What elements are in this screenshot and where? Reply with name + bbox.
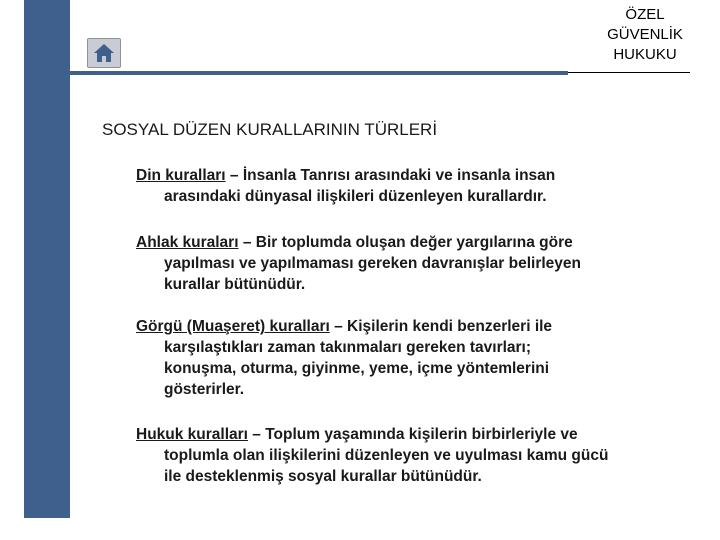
rule-definition-line: yapılması ve yapılmaması gereken davranışlar belirleyen bbox=[164, 255, 582, 272]
course-title-line: ÖZEL bbox=[625, 6, 665, 23]
header-divider-thin bbox=[568, 72, 690, 73]
rule-definition: – Toplum yaşamında kişilerin birbirleriyle ve bbox=[248, 426, 578, 443]
rule-definition-line: ile desteklenmiş sosyal kurallar bütünüdür. bbox=[164, 468, 482, 485]
course-title bbox=[590, 5, 700, 65]
course-title-line: HUKUKU bbox=[613, 46, 677, 63]
rule-definition-line: arasındaki dünyasal ilişkileri düzenleyen kurallardır. bbox=[164, 188, 547, 205]
rule-term: Görgü (Muaşeret) kuralları bbox=[136, 318, 330, 335]
rule-definition-line: toplumla olan ilişkilerini düzenleyen ve uyulması kamu gücü bbox=[164, 447, 609, 464]
home-icon bbox=[92, 42, 116, 64]
rule-definition-line: gösterirler. bbox=[164, 381, 245, 398]
rule-term: Hukuk kuralları bbox=[136, 426, 248, 443]
header-divider bbox=[70, 71, 568, 75]
rule-item-hukuk bbox=[136, 424, 696, 487]
rule-definition-line: konuşma, oturma, giyinme, yeme, içme yöntemlerini bbox=[164, 360, 550, 377]
rule-definition: – Kişilerin kendi benzerleri ile bbox=[329, 318, 553, 335]
rule-item-din bbox=[136, 165, 696, 207]
rule-term: Din kuralları bbox=[136, 167, 226, 184]
slide-heading: SOSYAL DÜZEN KURALLARININ TÜRLERİ bbox=[102, 120, 438, 139]
rule-item-ahlak bbox=[136, 232, 696, 295]
rule-definition: – Bir toplumda oluşan değer yargılarına göre bbox=[238, 234, 573, 251]
rule-definition: – İnsanla Tanrısı arasındaki ve insanla insan bbox=[225, 167, 556, 184]
rule-term: Ahlak kuraları bbox=[136, 234, 239, 251]
course-title-line: GÜVENLİK bbox=[607, 26, 683, 43]
left-accent-bar bbox=[24, 0, 70, 518]
rule-definition-line: kurallar bütünüdür. bbox=[164, 276, 306, 293]
rule-definition-line: karşılaştıkları zaman takınmaları gereken tavırları; bbox=[164, 339, 532, 356]
rule-item-gorgu bbox=[136, 316, 696, 400]
home-button[interactable] bbox=[87, 38, 121, 68]
